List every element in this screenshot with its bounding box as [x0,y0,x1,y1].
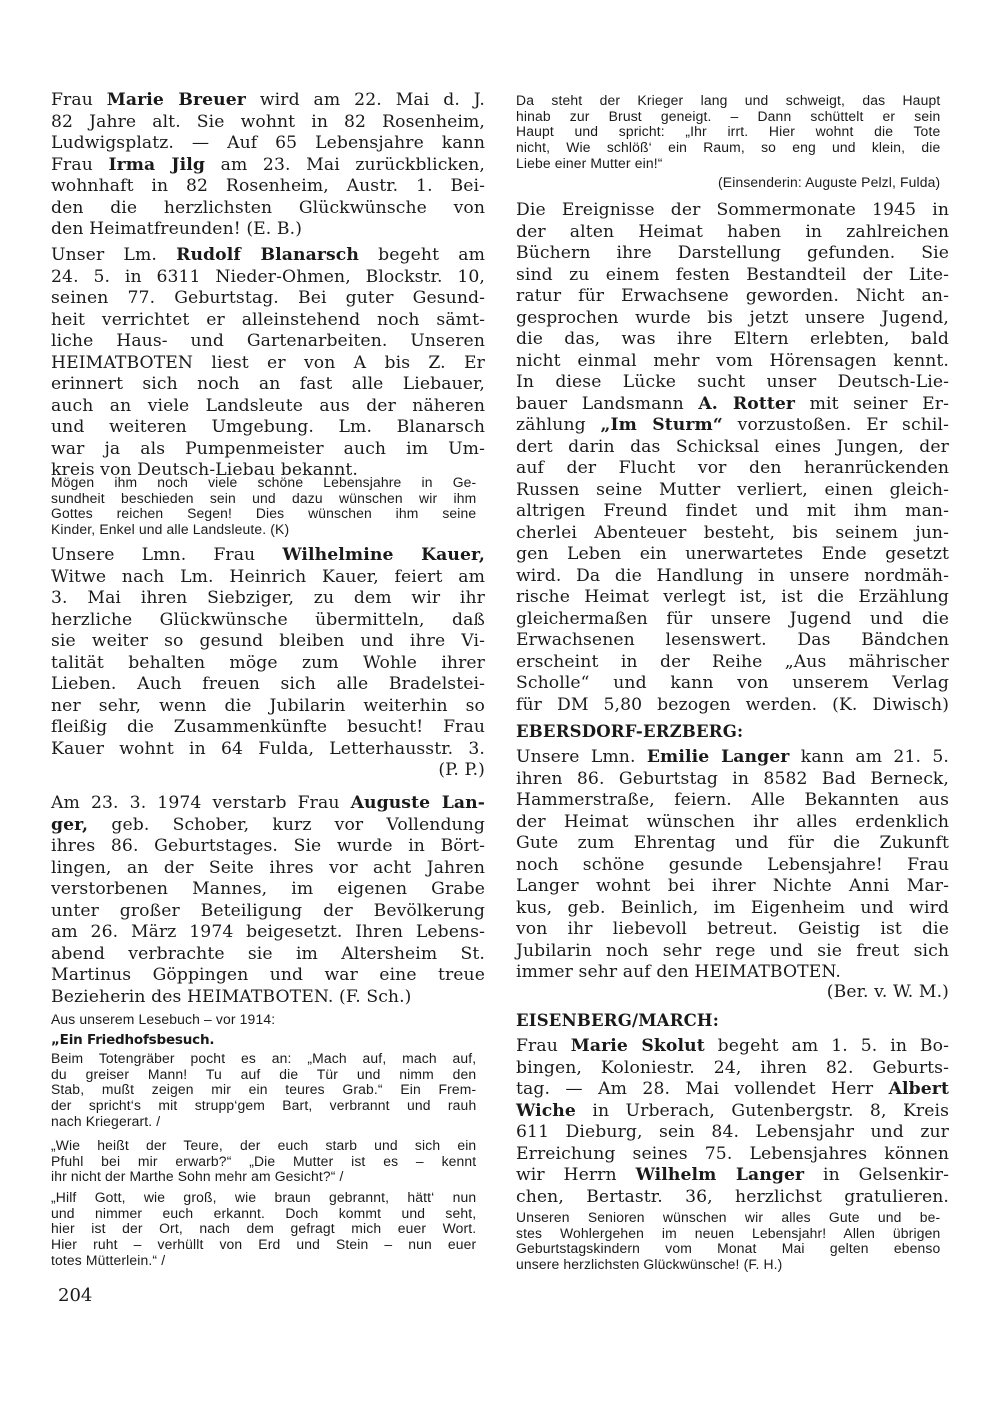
text-run: und weiteren Umgebung. Lm. Blanarsch [51,417,485,437]
wish-line [516,1226,940,1242]
person-name: Wilhelmine Kauer, [282,545,485,565]
paragraph-line [516,566,949,586]
text-run: Geburtstagskindern vom Monat Mai gelten ebenso [516,1241,941,1258]
text-run: dert darin das Schicksal eines Jungen, der [516,436,949,457]
text-run: noch schöne gesunde Lebensjahre! Frau [516,854,949,875]
paragraph-line [516,919,949,939]
poem-line [51,1138,476,1154]
poem-line [516,93,940,109]
text-run: bingen, Koloniestr. 24, ihren 82. Geburts- [516,1057,949,1078]
paragraph-line [516,876,949,896]
paragraph-line [51,836,485,856]
paragraph-line [51,922,485,942]
text-run: und nimmer euch erkannt. Doch kommt und seht, [51,1205,477,1222]
paragraph-line [51,245,485,265]
paragraph-line [516,1058,949,1078]
paragraph-line [516,458,949,478]
paragraph-line [516,544,949,564]
paragraph-line [516,609,949,629]
text-run: ihres 86. Geburtstages. Sie wurde in Bört- [51,836,485,856]
paragraph-line [51,987,485,1007]
poem-line [51,1154,476,1170]
text-run: kann am 21. 5. [789,747,949,767]
text-run: die das, was ihre Eltern erlebten, bald [516,329,949,349]
text-run: mit seiner Er- [795,393,949,414]
text-run: „Hilf Gott, wie groß, wie braun gebrannt, hätt‘ nun [51,1190,477,1206]
poem-line [51,1169,476,1185]
text-run: wir Herrn [516,1165,636,1185]
text-run: Am 23. 3. 1974 verstarb Frau [51,793,351,813]
text-run: Hammerstraße, feiern. Alle Bekannten aus [516,790,949,810]
text-run: Martinus Göppingen und war eine treue [51,965,485,985]
poem-line [51,1082,476,1098]
text-run: Gute zum Ehrentag und für die Zukunft [516,833,949,853]
paragraph-line [51,417,485,437]
paragraph-line [516,437,949,457]
paragraph-line [51,739,485,759]
text-run: Unser Lm. [51,245,177,265]
paragraph-line [51,219,485,239]
text-run: unter großer Beteiligung der Bevölkerung [51,900,485,921]
text-run: sie weiter so gesund bleiben und ihre Vi- [51,631,485,651]
text-run: der Heimat wünschen ihr alles erdenklich [516,811,949,832]
paragraph-line [51,696,485,716]
paragraph-line [516,286,949,306]
text-run: unsere herzlichsten Glückwünsche! (F. H.) [516,1257,783,1274]
person-name: Marie Skolut [570,1036,705,1056]
wish-line [51,522,476,538]
text-run: geb. Schober, kurz vor Vollendung [88,814,485,835]
text-run: herzliche Glückwünsche übermitteln, daß [51,609,485,630]
paragraph-line [516,1079,949,1099]
text-run: (P. P.) [438,760,485,780]
text-run: heit verrichtet er alleinstehend noch sämt- [51,309,485,330]
paragraph-line [51,858,485,878]
text-run: auf der Flucht vor den heranrückenden [516,458,949,478]
wish-line [51,506,476,522]
paragraph-line [516,812,949,832]
paragraph-line [516,1101,949,1121]
text-run: sundheit beschieden sein und dazu wünschen wir ihm [51,490,477,507]
paragraph-line [51,674,485,694]
person-name: ger, [51,814,89,835]
paragraph-line [51,374,485,394]
paragraph-line [516,1144,949,1164]
paragraph-line [51,545,485,565]
person-name: Emilie Langer [646,747,790,767]
paragraph-line [516,265,949,285]
text-run: Mögen ihm noch viele schöne Lebensjahre in Ge- [51,475,477,491]
section-intro [51,1012,476,1028]
text-run: tag. — Am 28. Mai vollendet Herr [516,1079,889,1099]
text-run: den Heimatfreunden! (E. B.) [51,219,302,239]
page-number: 204 [58,1285,93,1306]
text-run: ihr nicht der Marthe Sohn mehr am Gesicht?“ / [51,1169,344,1186]
text-run: Stab, mußt zeigen mir ein teures Grab.“ Ein Frem- [51,1082,477,1099]
text-run: Da steht der Krieger lang und schweigt, das Haupt [516,93,941,109]
signature [516,982,949,1002]
text-run: von ihr liebevoll betreut. Geistig ist die [516,919,949,939]
paragraph-line [516,941,949,961]
paragraph-line [51,815,485,835]
paragraph-line [516,790,949,810]
poem-credit [516,175,940,191]
text-run: 611 Dieburg, sein 84. Lebensjahr und zur [516,1122,949,1142]
text-run: der alten Heimat haben in zahlreichen [516,221,949,242]
paragraph-line [51,396,485,416]
text-run: Unsere Lmn. Frau [51,545,283,565]
person-name: Irma Jilg [108,154,205,175]
text-run: hier ist der Ort, nach dem gefragt mich euer Wort. [51,1221,477,1238]
poem-line [51,1237,476,1253]
paragraph-line [51,567,485,587]
poem-title: „Ein Friedhofsbesuch. [51,1032,215,1048]
person-name: Wiche [516,1100,576,1121]
text-run: altrigen Freund findet und mit ihm man- [516,501,949,521]
text-run: Erwachsenen lesenswert. Das Bändchen [516,630,949,650]
text-run: ihren 86. Geburtstag in 8582 Bad Berneck, [516,768,949,789]
paragraph-line [516,747,949,767]
person-name: Auguste Lan- [350,793,485,813]
paragraph-line [516,222,949,242]
text-run: Aus unserem Lesebuch – vor 1914: [51,1012,276,1028]
text-run: seinen 77. Geburtstag. Bei guter Gesund- [51,288,485,308]
paragraph-line [516,200,949,220]
text-run: In diese Lücke sucht unser Deutsch-Lie- [516,372,949,392]
paragraph-line [516,962,949,982]
text-run: 82 Jahre alt. Sie wohnt in 82 Rosenheim, [51,111,485,132]
text-run: talität behalten möge zum Wohle ihrer [51,652,485,673]
text-run: kreis von Deutsch-Liebau bekannt. [51,460,358,480]
text-run: immer sehr auf den HEIMATBOTEN. [516,962,841,982]
text-run: gleichermaßen für unsere Jugend und die [516,608,949,629]
text-run: Liebe einer Mutter ein!“ [516,155,663,172]
text-run: abend verbrachte sie im Altersheim St. [51,943,485,964]
text-run: den die herzlichsten Glückwünsche von [51,197,485,218]
person-name: Wilhelm Langer [635,1165,805,1185]
paragraph-line [516,329,949,349]
poem-line [51,1051,476,1067]
paragraph-line [516,833,949,853]
text-run: gesprochen wurde bis jetzt unsere Jugend, [516,307,949,328]
paragraph-line [516,1187,949,1207]
paragraph-line [51,90,485,110]
paragraph-line [516,501,949,521]
text-run: Russen seine Mutter verliert, einen gleich- [516,479,949,500]
text-run: Lieben. Auch freuen sich alle Bradelstei- [51,674,485,694]
signature [51,760,485,780]
poem-line [51,1114,476,1130]
person-name: Rudolf Blanarsch [176,245,359,265]
text-run: in Gelsenkir- [804,1165,949,1185]
paragraph-line [51,176,485,196]
text-run: Pfuhl bei mir erwarb?“ „Die Mutter ist es – kennt [51,1153,477,1170]
text-run: begeht am [358,245,485,265]
paragraph-line [516,587,949,607]
paragraph-line [516,372,949,392]
paragraph-line [51,353,485,373]
person-name: A. Rotter [698,393,796,414]
poem-line [51,1221,476,1237]
text-run: du greiser Mann! Tu auf die Tür und nimm den [51,1066,477,1083]
text-run: Die Ereignisse der Sommermonate 1945 in [516,200,949,220]
text-run: stes Wohlergehen im neuen Lebensjahr! Allen übrigen [516,1225,941,1242]
text-run: Gottes reichen Segen! Dies wünschen ihm seine [51,506,477,523]
text-run: liche Haus- und Gartenarbeiten. Unseren [51,331,485,351]
text-run: der spricht‘s mit strupp‘gem Bart, verbrannt und rauh [51,1098,477,1115]
person-name: „Im Sturm“ [600,415,723,435]
text-run: nicht, Wie schlöß‘ ein Raum, so eng und klein, die [516,140,941,157]
wish-line [516,1210,940,1226]
paragraph-line [51,610,485,630]
poem-line [516,156,940,172]
text-run: wird. Da die Handlung in unsere nordmäh- [516,565,949,586]
text-run: auch an viele Landsleute aus der näheren [51,395,485,416]
text-run: cherlei Abenteuer besteht, bis seinem jun- [516,522,949,543]
wish-line [516,1241,940,1257]
text-run: ratur für Erwachsene geworden. Nicht an- [516,286,949,306]
text-run: begeht am 1. 5. in Bo- [704,1036,949,1056]
text-run: Jubilarin noch sehr rege und sie freut sich [516,940,949,961]
paragraph-line [516,308,949,328]
text-run: Frau [516,1036,571,1056]
person-name: Albert [888,1079,949,1099]
text-run: am 26. März 1974 beigesetzt. Ihren Lebens- [51,922,485,942]
text-run: ner sehr, wenn die Jubilarin weiterhin so [51,695,485,716]
paragraph-line [51,944,485,964]
paragraph-line [516,1122,949,1142]
text-run: chen, Bertastr. 36, herzlichst gratulieren. [516,1186,949,1207]
text-run: Beim Totengräber pocht es an: „Mach auf, mach auf, [51,1051,477,1067]
text-run: Erreichung seines 75. Lebensjahres können [516,1143,949,1164]
paragraph-line [51,901,485,921]
text-run: kus, geb. Beinlich, im Eigenheim und wird [516,897,949,918]
text-run: Kauer wohnt in 64 Fulda, Letterhausstr. 3. [51,738,485,759]
text-run: nicht einmal mehr vom Hörensagen kennt. [516,350,949,371]
text-run: HEIMATBOTEN liest er von A bis Z. Er [51,352,485,373]
text-run: hinab zur Brust geneigt. – Dann schüttelt er sein [516,108,941,125]
text-run: Frau [51,90,107,110]
poem-line [51,1206,476,1222]
paragraph-line [51,717,485,737]
text-run: (Ber. v. W. M.) [826,982,949,1002]
paragraph-line [51,155,485,175]
text-run: für DM 5,80 bezogen werden. (K. Diwisch) [516,694,949,715]
paragraph-line [516,1165,949,1185]
paragraph-line [516,243,949,263]
text-run: gen Leben ein unerwartetes Ende gesetzt [516,544,949,564]
text-run: 3. Mai ihren Siebziger, zu dem wir ihr [51,588,485,608]
text-run: nach Kriegerart. / [51,1113,161,1130]
text-run: vorzustoßen. Er schil- [722,415,949,435]
text-run: „Wie heißt der Teure, der euch starb und sich ein [51,1138,477,1154]
paragraph-line [516,394,949,414]
paragraph-line [516,351,949,371]
paragraph-line [516,695,949,715]
paragraph-line [516,523,949,543]
text-run: Unsere Lmn. [516,747,647,767]
poem-line [51,1098,476,1114]
paragraph-line [516,673,949,693]
paragraph-line [516,630,949,650]
text-run: Langer wohnt bei ihrer Nichte Anni Mar- [516,876,949,896]
wish-line [516,1257,940,1273]
text-run: erinnert sich noch an fast alle Liebauer, [51,374,485,394]
poem-line [51,1190,476,1206]
wish-line [51,475,476,491]
text-run: Kinder, Enkel und alle Landsleute. (K) [51,522,290,539]
paragraph-line [516,415,949,435]
paragraph-line [51,198,485,218]
text-run: bauer Landsmann [516,393,699,414]
text-run: zählung [516,415,601,435]
paragraph-line [516,652,949,672]
paragraph-line [51,310,485,330]
text-run: Scholle“ und kann von unserem Verlag [516,673,949,693]
text-run: lingen, an der Seite ihres vor acht Jahren [51,857,485,878]
paragraph-line [516,769,949,789]
wish-line [51,491,476,507]
paragraph-line [516,480,949,500]
paragraph-line [51,331,485,351]
paragraph-line [51,879,485,899]
poem-line [516,124,940,140]
text-run: in Urberach, Gutenbergstr. 8, Kreis [575,1100,949,1121]
text-run: Büchern ihre Darstellung gefunden. Sie [516,243,949,263]
paragraph-line [516,1036,949,1056]
paragraph-line [51,588,485,608]
paragraph-line [51,267,485,287]
paragraph-line [51,439,485,459]
paragraph-line [51,288,485,308]
text-run: rische Heimat verlegt ist, ist die Erzählung [516,587,949,607]
poem-line [516,109,940,125]
text-run: (Einsenderin: Auguste Pelzl, Fulda) [718,175,941,191]
text-run: Frau [51,154,109,175]
poem-line [51,1067,476,1083]
text-run: sind zu einem festen Bestandteil der Lite- [516,264,949,285]
text-run: fleißig die Zusammenkünfte besucht! Frau [51,717,485,737]
paragraph-line [51,133,485,153]
paragraph-line [51,631,485,651]
paragraph-line [516,855,949,875]
text-run: verstorbenen Mannes, im eigenen Grabe [51,879,485,899]
text-run: war ja als Pumpenmeister auch im Um- [51,438,485,459]
text-run: Unseren Senioren wünschen wir alles Gute und be- [516,1210,941,1226]
paragraph-line [51,965,485,985]
section-heading-ebersdorf: EBERSDORF-ERZBERG: [516,722,744,741]
text-run: totes Mütterlein.“ / [51,1252,166,1269]
text-run: Ludwigsplatz. — Auf 65 Lebensjahre kann [51,133,485,153]
paragraph-line [51,793,485,813]
text-run: wohnhaft in 82 Rosenheim, Austr. 1. Bei- [51,176,485,196]
paragraph-line [51,112,485,132]
person-name: Marie Breuer [106,90,246,110]
paragraph-line [516,898,949,918]
text-run: erscheint in der Reihe „Aus mährischer [516,651,949,672]
text-run: Witwe nach Lm. Heinrich Kauer, feiert am [51,566,485,587]
text-run: wird am 22. Mai d. J. [245,90,485,110]
text-run: Hier ruht – verhüllt von Erd und Stein – nun euer [51,1237,477,1254]
paragraph-line [51,653,485,673]
section-heading-eisenberg: EISENBERG/MARCH: [516,1011,720,1030]
text-run: Bezieherin des HEIMATBOTEN. (F. Sch.) [51,986,412,1007]
text-run: Haupt und spricht: „Ihr irrt. Hier wohnt die Tote [516,124,941,141]
text-run: am 23. Mai zurückblicken, [205,154,485,175]
text-run: 24. 5. in 6311 Nieder-Ohmen, Blockstr. 10, [51,266,485,287]
poem-line [516,140,940,156]
poem-line [51,1253,476,1269]
